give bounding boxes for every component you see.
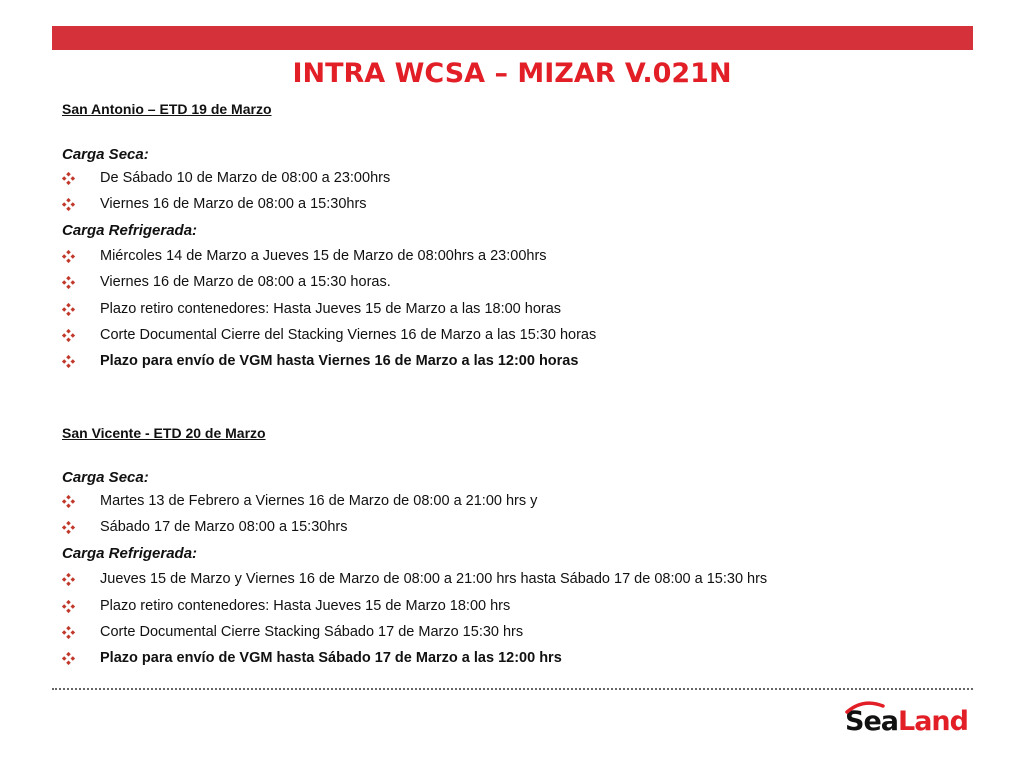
list-item: Miércoles 14 de Marzo a Jueves 15 de Marzo de 08:00hrs a 23:00hrs (62, 248, 547, 264)
diamond-bullet-icon (62, 303, 75, 316)
diamond-bullet-icon (62, 626, 75, 639)
dry-cargo-label: Carga Seca: (62, 146, 149, 163)
footer-divider (52, 688, 973, 690)
diamond-bullet-icon (62, 329, 75, 342)
section-heading-san-antonio: San Antonio – ETD 19 de Marzo (62, 101, 272, 117)
diamond-bullet-icon (62, 573, 75, 586)
list-item: Corte Documental Cierre Stacking Sábado 17 de Marzo 15:30 hrs (62, 624, 523, 640)
section-heading-san-vicente: San Vicente - ETD 20 de Marzo (62, 425, 266, 441)
list-item: Corte Documental Cierre del Stacking Viernes 16 de Marzo a las 15:30 horas (62, 327, 596, 343)
logo-swoosh-icon (845, 700, 885, 714)
list-item: Jueves 15 de Marzo y Viernes 16 de Marzo de 08:00 a 21:00 hrs hasta Sábado 17 de 08:00 a 15:30 hrs (62, 571, 767, 587)
diamond-bullet-icon (62, 276, 75, 289)
dry-cargo-label: Carga Seca: (62, 469, 149, 486)
list-item: Plazo para envío de VGM hasta Viernes 16 de Marzo a las 12:00 horas (62, 353, 578, 369)
diamond-bullet-icon (62, 495, 75, 508)
diamond-bullet-icon (62, 172, 75, 185)
list-item: Plazo retiro contenedores: Hasta Jueves 15 de Marzo 18:00 hrs (62, 598, 510, 614)
list-item: De Sábado 10 de Marzo de 08:00 a 23:00hrs (62, 170, 390, 186)
diamond-bullet-icon (62, 198, 75, 211)
reefer-cargo-label: Carga Refrigerada: (62, 545, 198, 562)
sealand-logo: SeaLand (845, 706, 968, 746)
diamond-bullet-icon (62, 355, 75, 368)
diamond-bullet-icon (62, 521, 75, 534)
list-item: Viernes 16 de Marzo de 08:00 a 15:30 horas. (62, 274, 391, 290)
diamond-bullet-icon (62, 600, 75, 613)
diamond-bullet-icon (62, 250, 75, 263)
list-item: Viernes 16 de Marzo de 08:00 a 15:30hrs (62, 196, 367, 212)
reefer-cargo-label: Carga Refrigerada: (62, 222, 198, 239)
list-item: Plazo para envío de VGM hasta Sábado 17 de Marzo a las 12:00 hrs (62, 650, 562, 666)
list-item: Martes 13 de Febrero a Viernes 16 de Marzo de 08:00 a 21:00 hrs y (62, 493, 537, 509)
diamond-bullet-icon (62, 652, 75, 665)
slide-title: INTRA WCSA – MIZAR V.021N (292, 58, 732, 89)
list-item: Plazo retiro contenedores: Hasta Jueves 15 de Marzo a las 18:00 horas (62, 301, 561, 317)
header-bar (52, 26, 973, 50)
list-item: Sábado 17 de Marzo 08:00 a 15:30hrs (62, 519, 347, 535)
